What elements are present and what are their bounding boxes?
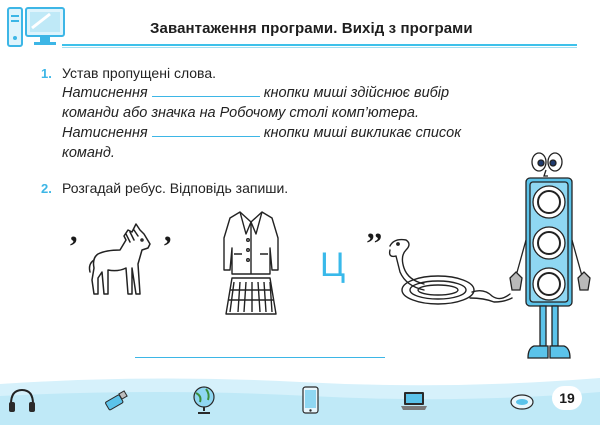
snake-drawing (384, 236, 516, 312)
page-number: 19 (552, 386, 582, 410)
usb-stick-icon (100, 384, 132, 416)
rebus-commas-3: ,, (367, 212, 382, 245)
task-1-line-4: команд. (62, 145, 115, 161)
title-divider-secondary (62, 47, 577, 48)
page-title: Завантаження програми. Вихід з програми (150, 20, 473, 37)
title-divider (62, 44, 577, 46)
rebus-comma-2: , (164, 215, 172, 248)
traffic-light-mascot (508, 150, 592, 368)
task-1-prompt: Устав пропущені слова. (62, 65, 217, 81)
foal-drawing (86, 220, 158, 300)
task-2-prompt: Розгадай ребус. Відповідь запиши. (62, 180, 289, 196)
computer-logo-icon (6, 4, 68, 50)
task-1-blank-2[interactable] (152, 124, 260, 137)
school-uniform-drawing (220, 208, 282, 320)
task-1-line-3-start: Натиснення (62, 125, 148, 141)
answer-line[interactable] (135, 357, 385, 358)
rebus-letter: Ц (320, 246, 346, 284)
headphones-icon (6, 384, 38, 416)
task-1-line-3-end: кнопки миші викликає список (263, 125, 462, 141)
task-1-sentence-2 (62, 123, 461, 143)
task-1-number: 1. (41, 66, 52, 81)
laptop-icon (398, 384, 430, 416)
task-1-blank-1[interactable] (152, 84, 260, 97)
task-1-line-2: команди або значка на Робочому столі комп’ютера. (62, 105, 420, 121)
task-1-line-1-start: Натиснення (62, 85, 148, 101)
task-1-line-1-end: кнопки миші здійснює вибір (263, 85, 450, 101)
task-1-sentence-1 (62, 83, 449, 103)
globe-icon (188, 384, 220, 416)
mouse-icon (506, 384, 538, 416)
task-2-number: 2. (41, 181, 52, 196)
rebus-comma-1: , (70, 215, 78, 248)
smartphone-icon (294, 384, 326, 416)
